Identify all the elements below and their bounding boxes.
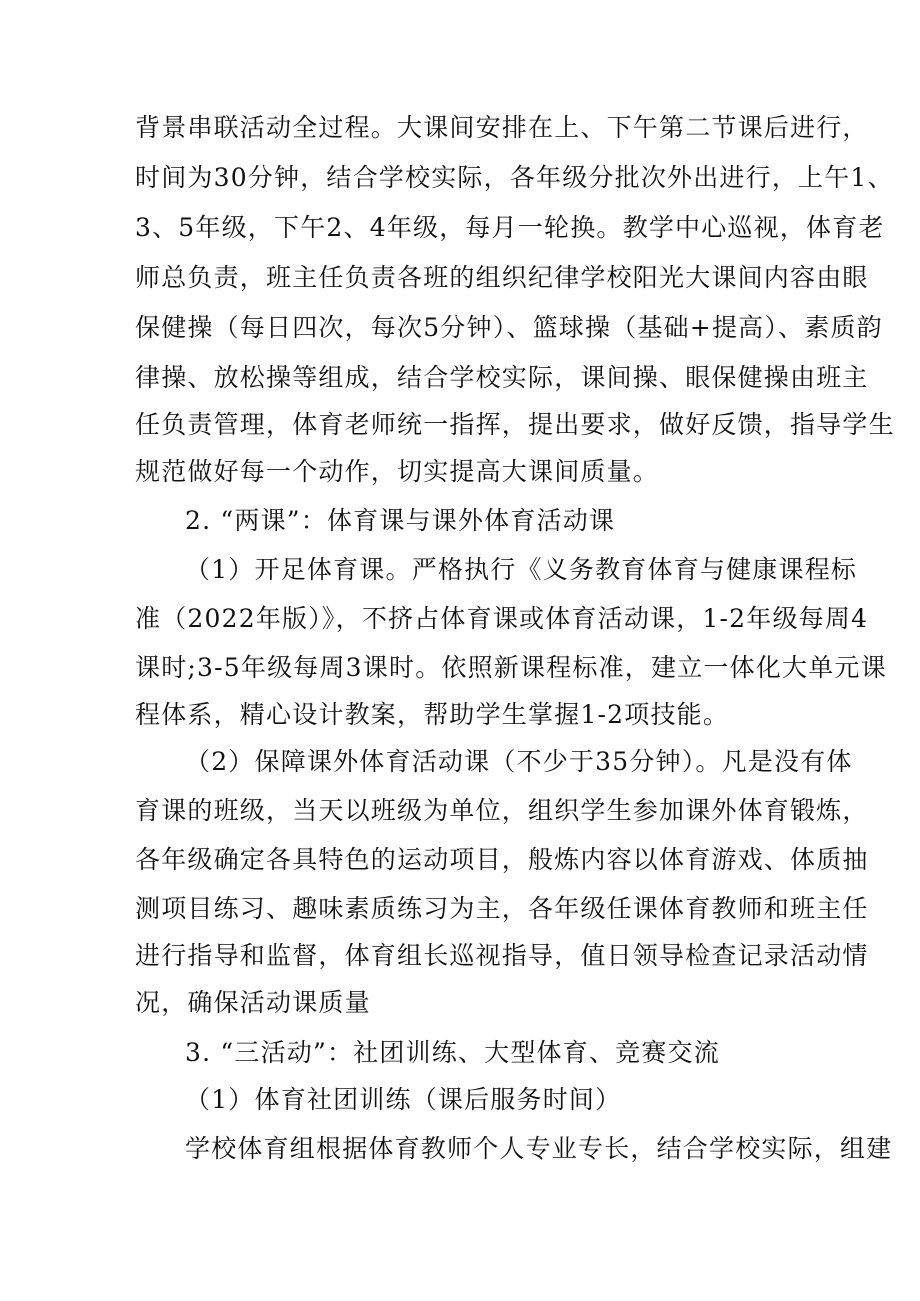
- section-heading: 3. “三活动”：社团训练、大型体育、竞赛交流: [185, 1038, 720, 1067]
- section-heading: 2. “两课”：体育课与课外体育活动课: [185, 506, 616, 535]
- paragraph-line: 测项目练习、趣味素质练习为主，各年级任课体育教师和班主任: [135, 894, 869, 923]
- paragraph-line: 保健操（每日四次，每次5分钟）、篮球操（基础+提高）、素质韵: [135, 313, 883, 342]
- subsection-heading: （1）体育社团训练（课后服务时间）: [185, 1085, 622, 1114]
- paragraph-line: 育课的班级，当天以班级为单位，组织学生参加课外体育锻炼，: [135, 796, 869, 825]
- paragraph-line: 进行指导和监督，体育组长巡视指导，值日领导检查记录活动情: [135, 941, 869, 970]
- paragraph-line: （2）保障课外体育活动课（不少于35分钟）。凡是没有体: [185, 747, 853, 776]
- paragraph-line: 律操、放松操等组成，结合学校实际，课间操、眼保健操由班主: [135, 363, 869, 392]
- paragraph-line: 背景串联活动全过程。大课间安排在上、下午第二节课后进行，: [135, 113, 869, 142]
- paragraph-line: （1）开足体育课。严格执行《义务教育体育与健康课程标: [185, 555, 858, 584]
- paragraph-line: 时间为30分钟，结合学校实际，各年级分批次外出进行，上午1、: [135, 163, 894, 192]
- paragraph-line: 3、5年级，下午2、4年级，每月一轮换。教学中心巡视，体育老: [135, 213, 885, 242]
- paragraph-line: 各年级确定各具特色的运动项目，般炼内容以体育游戏、体质抽: [135, 845, 869, 874]
- paragraph-line: 准（2022年版）》，不挤占体育课或体育活动课，1-2年级每周4: [135, 604, 869, 633]
- paragraph-line: 程体系，精心设计教案，帮助学生掌握1-2项技能。: [135, 700, 730, 729]
- paragraph-line: 规范做好每一个动作，切实提高大课间质量。: [135, 457, 660, 486]
- paragraph-line: 况，确保活动课质量: [135, 988, 371, 1017]
- paragraph-line: 课时;3-5年级每周3课时。依照新课程标准，建立一体化大单元课: [135, 653, 887, 682]
- paragraph-line: 学校体育组根据体育教师个人专业专长，结合学校实际，组建: [185, 1134, 893, 1163]
- paragraph-line: 任负责管理，体育老师统一指挥，提出要求，做好反馈，指导学生: [135, 410, 895, 439]
- paragraph-line: 师总负责，班主任负责各班的组织纪律学校阳光大课间内容由眼: [135, 263, 869, 292]
